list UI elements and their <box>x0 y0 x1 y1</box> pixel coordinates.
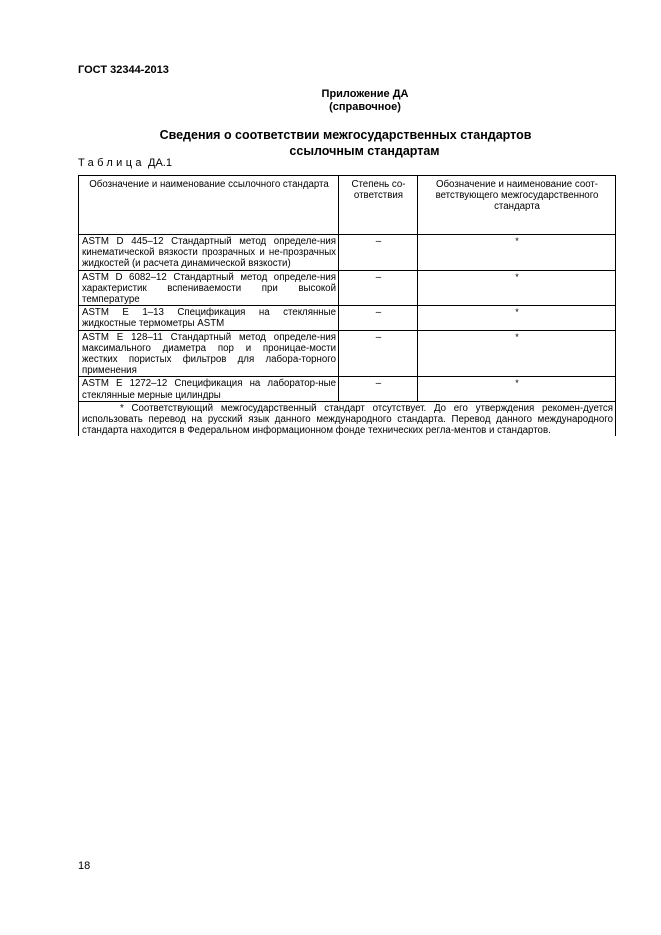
reference-standard-cell: ASTM E 1–13 Спецификация на стеклянные жидкостные термометры ASTM <box>79 306 339 330</box>
degree-cell: – <box>339 306 418 330</box>
degree-cell: – <box>339 377 418 401</box>
equivalent-cell: * <box>418 330 616 377</box>
reference-standard-cell: ASTM E 1272–12 Спецификация на лаборатор-ные стеклянные мерные цилиндры <box>79 377 339 401</box>
standards-table <box>78 175 616 436</box>
section-heading-line2: ссылочным стандартам <box>289 144 440 158</box>
table-header-row <box>79 176 616 235</box>
appendix-subtitle: (справочное) <box>329 101 401 113</box>
page-number: 18 <box>78 860 91 872</box>
equivalent-cell: * <box>418 306 616 330</box>
table-row <box>79 306 616 330</box>
document-id: ГОСТ 32344-2013 <box>78 64 169 76</box>
table-row <box>79 235 616 271</box>
reference-standard-cell: ASTM D 445–12 Стандартный метод определе-ния кинематической вязкости прозрачных и не-прозрачных жидкостей (и расчета динамической вязкости) <box>79 235 339 271</box>
reference-standard-cell: ASTM D 6082–12 Стандартный метод определе-ния характеристик вспениваемости при высокой температуре <box>79 270 339 306</box>
column-header-reference: Обозначение и наименование ссылочного стандарта <box>79 176 339 235</box>
column-header-equivalent: Обозначение и наименование соот-ветствующего межгосударственного стандарта <box>418 176 616 235</box>
degree-cell: – <box>339 330 418 377</box>
table-row <box>79 270 616 306</box>
table-caption-number: ДА.1 <box>148 157 172 169</box>
table-row <box>79 330 616 377</box>
section-heading-line1: Сведения о соответствии межгосударственных стандартов <box>159 128 532 142</box>
degree-cell: – <box>339 270 418 306</box>
table-row <box>79 377 616 401</box>
equivalent-cell: * <box>418 377 616 401</box>
appendix-title: Приложение ДА <box>321 88 409 100</box>
column-header-degree: Степень со-ответствия <box>339 176 418 235</box>
table-caption <box>78 157 172 169</box>
footnote-text: * Соответствующий межгосударственный стандарт отсутствует. До его утверждения рекомен-дуется использовать перевод на русский язык данного международного стандарта. Перевод данного международного стандарта находится в Федеральном информационном фонде технических регла-ментов и стандартов. <box>82 402 613 437</box>
equivalent-cell: * <box>418 270 616 306</box>
equivalent-cell: * <box>418 235 616 271</box>
degree-cell: – <box>339 235 418 271</box>
table-footnote-row <box>79 401 616 436</box>
table-footnote <box>79 401 616 436</box>
reference-standard-cell: ASTM E 128–11 Стандартный метод определе-ния максимального диаметра пор и проницае-мости жестких пористых фильтров для лабора-торного применения <box>79 330 339 377</box>
table-caption-word: Таблица <box>78 157 145 169</box>
